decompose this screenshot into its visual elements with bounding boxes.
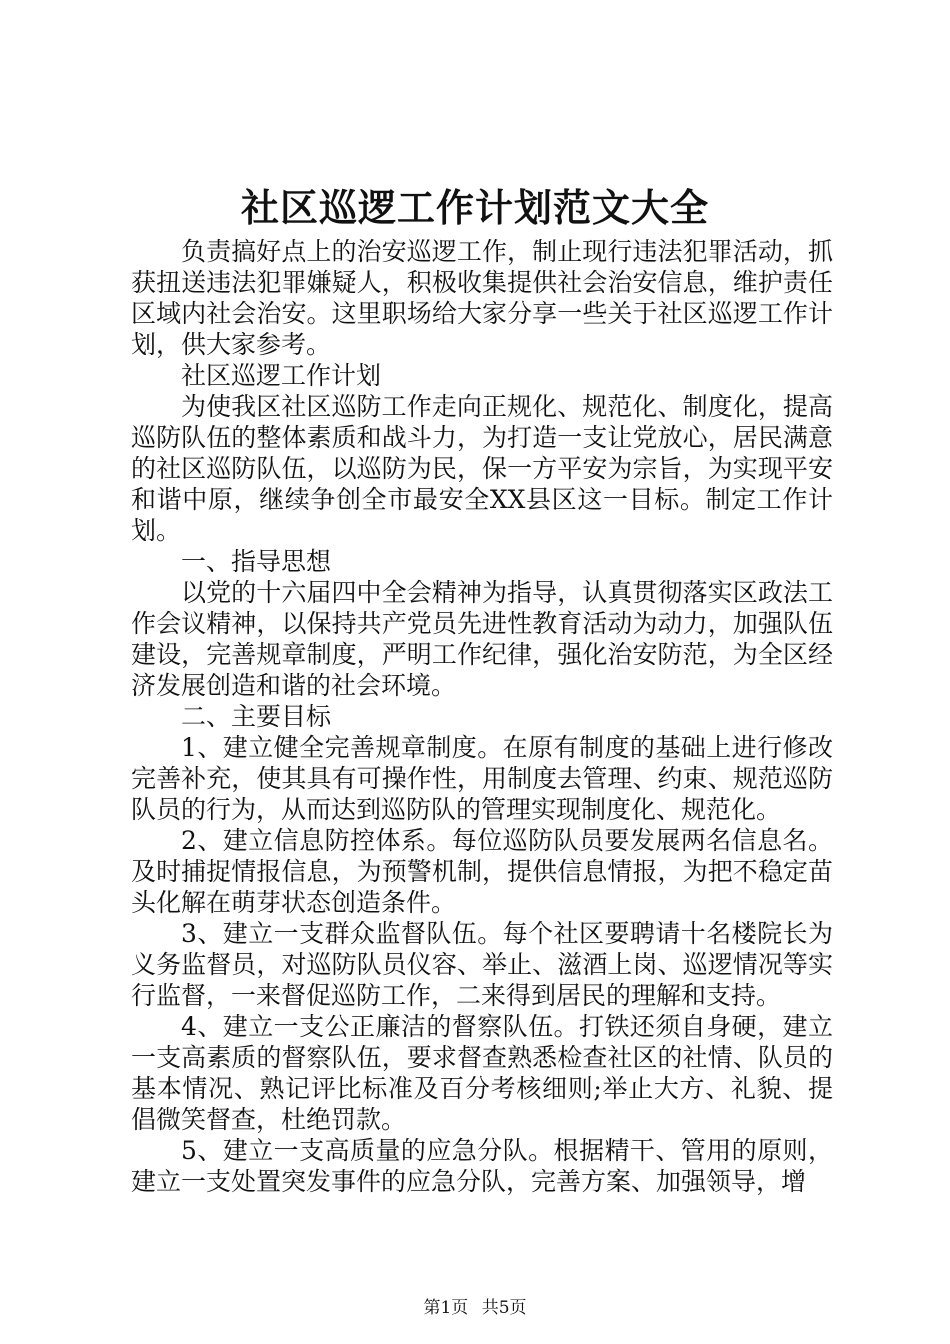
goal-item-1: 1、建立健全完善规章制度。在原有制度的基础上进行修改完善补充，使其具有可操作性，用制度去管理、约束、规范巡防队员的行为，从而达到巡防队的管理实现制度化、规范化。 — [131, 733, 833, 824]
goal-item-3: 3、建立一支群众监督队伍。每个社区要聘请十名楼院长为义务监督员，对巡防队员仪容、举止、滋酒上岗、巡逻情况等实行监督，一来督促巡防工作，二来得到居民的理解和支持。 — [131, 919, 833, 1010]
goal-item-5: 5、建立一支高质量的应急分队。根据精干、管用的原则，建立一支处置突发事件的应急分队，完善方案、加强领导，增 — [131, 1136, 833, 1196]
section-heading-main-goals: 二、主要目标 — [181, 702, 332, 731]
document-title: 社区巡逻工作计划范文大全 — [240, 185, 709, 230]
document-body — [131, 236, 833, 1197]
page-number-current: 第1页 — [423, 1298, 469, 1318]
goal-item-2: 2、建立信息防控体系。每位巡防队员要发展两名信息名。及时捕捉情报信息，为预警机制，提供信息情报，为把不稳定苗头化解在萌芽状态创造条件。 — [131, 826, 833, 917]
section-heading-guiding-ideology: 一、指导思想 — [181, 547, 332, 576]
page-number-total: 共5页 — [481, 1298, 527, 1318]
page-footer — [0, 1296, 950, 1320]
intro-paragraph: 负责搞好点上的治安巡逻工作，制止现行违法犯罪活动，抓获扭送违法犯罪嫌疑人，积极收集提供社会治安信息，维护责任区域内社会治安。这里职场给大家分享一些关于社区巡逻工作计划，供大家参考。 — [131, 237, 833, 359]
purpose-paragraph: 为使我区社区巡防工作走向正规化、规范化、制度化，提高巡防队伍的整体素质和战斗力，为打造一支让党放心，居民满意的社区巡防队伍，以巡防为民，保一方平安为宗旨，为实现平安和谐中原，继续争创全市最安全XX县区这一目标。制定工作计划。 — [131, 392, 833, 545]
guiding-ideology-paragraph: 以党的十六届四中全会精神为指导，认真贯彻落实区政法工作会议精神，以保持共产党员先进性教育活动为动力，加强队伍建设，完善规章制度，严明工作纪律，强化治安防范，为全区经济发展创造和谐的社会环境。 — [131, 578, 833, 700]
goal-item-4: 4、建立一支公正廉洁的督察队伍。打铁还须自身硬，建立一支高素质的督察队伍，要求督查熟悉检查社区的社情、队员的基本情况、熟记评比标准及百分考核细则;举止大方、礼貌、提倡微笑督查，杜绝罚款。 — [131, 1012, 833, 1134]
section-heading-plan: 社区巡逻工作计划 — [181, 361, 382, 390]
